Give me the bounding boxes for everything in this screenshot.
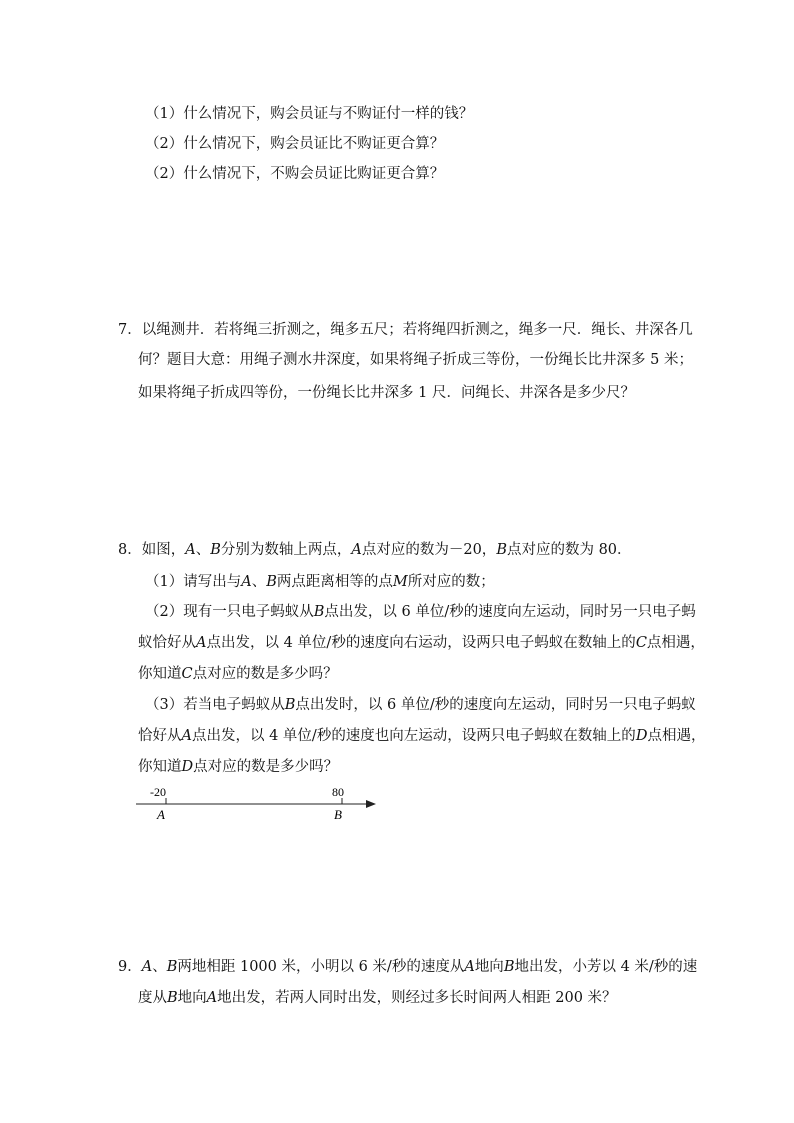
q9-line2: 度从B地向A地出发，若两人同时出发，则经过多长时间两人相距 200 米？ [138,990,617,1006]
number-line-figure [132,784,392,824]
tick-label-a-value: -20 [150,785,166,799]
point-label-a: A [157,807,165,822]
q7-line3: 如果将绳子折成四等份，一份绳长比井深多 1 尺．问绳长、井深各是多少尺？ [138,385,635,401]
point-label-b: B [334,807,342,822]
q8-sub3-line2: 恰好从A点出发，以 4 单位/秒的速度也向左运动，设两只电子蚂蚁在数轴上的D点相遇， [138,728,706,744]
number-line-arrow-icon [366,800,376,808]
q8-intro: 8．如图，A、B分别为数轴上两点，A点对应的数为－20，B点对应的数为 80． [118,542,632,558]
q7-line1: 7．以绳测井．若将绳三折测之，绳多五尺；若将绳四折测之，绳多一尺．绳长、井深各几 [118,322,693,338]
q8-sub2-line1: （2）现有一只电子蚂蚁从B点出发，以 6 单位/秒的速度向左运动，同时另一只电子蚂 [145,604,696,620]
q8-sub3-line3: 你知道D点对应的数是多少吗？ [138,759,339,775]
q6-sub1: （1）什么情况下，购会员证与不购证付一样的钱？ [145,106,474,122]
q8-sub3-line1: （3）若当电子蚂蚁从B点出发时，以 6 单位/秒的速度向左运动，同时另一只电子蚂蚁 [145,697,696,713]
q6-sub3: （2）什么情况下，不购会员证比购证更合算？ [145,166,445,182]
q7-line2: 何？题目大意：用绳子测水井深度，如果将绳子折成三等份，一份绳长比井深多 5 米； [138,352,693,368]
q8-sub2-line2: 蚁恰好从A点出发，以 4 单位/秒的速度向右运动，设两只电子蚂蚁在数轴上的C点相遇， [138,635,705,651]
q6-sub2: （2）什么情况下，购会员证比不购证更合算？ [145,136,445,152]
number-line-svg [132,784,392,824]
q9-line1: 9．A、B两地相距 1000 米，小明以 6 米/秒的速度从A地向B地出发，小芳以 4 米/秒的速 [118,959,698,975]
q8-sub2-line3: 你知道C点对应的数是多少吗？ [138,666,338,682]
tick-label-b-value: 80 [332,785,344,799]
q8-sub1: （1）请写出与A、B两点距离相等的点M所对应的数； [145,574,495,590]
